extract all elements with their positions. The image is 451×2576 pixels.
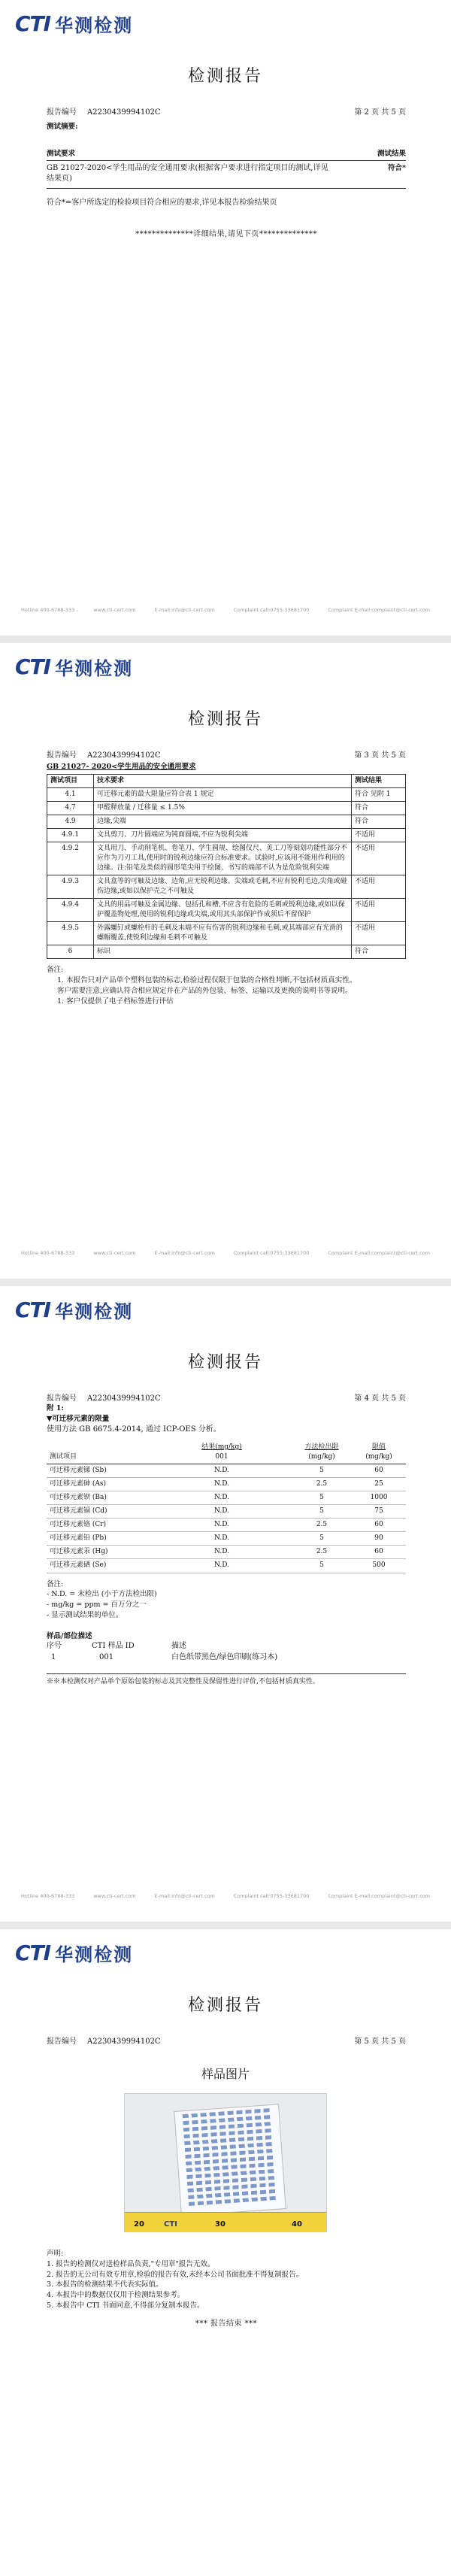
declaration-item: 2. 报告的无公司有效专用章,检验的报告有效,未经本公司书面批准不得复制报告。 bbox=[47, 2270, 304, 2279]
logo-cn: 华测检测 bbox=[55, 1943, 134, 1965]
sample-header-row bbox=[47, 1641, 406, 1652]
footer-web: www.cti-cert.com bbox=[93, 1893, 136, 1899]
logo-brand: CTI bbox=[15, 11, 51, 36]
ruler-logo: CTI bbox=[164, 2220, 177, 2229]
page-footer bbox=[21, 1893, 430, 1899]
results-row bbox=[47, 842, 406, 875]
element-cell-mdl: 5 bbox=[292, 1464, 352, 1478]
report-no-label: 报告编号 bbox=[47, 2037, 77, 2046]
results-row bbox=[47, 945, 406, 959]
report-no: A2230439994102C bbox=[87, 108, 161, 117]
element-row bbox=[47, 1505, 406, 1519]
report-end: *** 报告结束 *** bbox=[195, 2319, 258, 2328]
footer-hotline: Hotline 400-6788-333 bbox=[21, 607, 75, 613]
footer-email: E-mail:info@cti-cert.com bbox=[154, 607, 215, 613]
page-title: 检测报告 bbox=[187, 710, 263, 729]
results-cell-req: 文具的用品可触及金属边缘、包括孔和槽,不应含有危险的毛刺或锐利边缘,或如以保护覆盖物处理,使用的锐利边缘或尖端,或用其头部保护作成须后不留保护 bbox=[94, 899, 352, 922]
element-cell-mdl: 2.5 bbox=[292, 1519, 352, 1532]
element-cell-result: N.D. bbox=[152, 1478, 292, 1491]
element-row bbox=[47, 1519, 406, 1532]
element-cell-item: 可迁移元素硒 (Se) bbox=[47, 1559, 152, 1573]
note-item: - 显示测试结果的单位。 bbox=[47, 1610, 123, 1619]
footer-complaint-call: Complaint call:0755-33681700 bbox=[233, 1250, 310, 1256]
element-cell-mdl: 2.5 bbox=[292, 1478, 352, 1491]
results-cell-no: 4.9.2 bbox=[47, 842, 94, 875]
summary-header bbox=[47, 149, 406, 161]
element-cell-item: 可迁移元素汞 (Hg) bbox=[47, 1546, 152, 1559]
element-cell-limit: 1000 bbox=[352, 1491, 406, 1505]
notes-label: 备注: bbox=[47, 966, 64, 975]
footer-web: www.cti-cert.com bbox=[93, 1250, 136, 1256]
report-page-2 bbox=[0, 0, 451, 636]
element-cell-limit: 500 bbox=[352, 1559, 406, 1573]
footer-email: E-mail:info@cti-cert.com bbox=[154, 1893, 215, 1899]
element-row bbox=[47, 1464, 406, 1478]
note-item: 1. 本报告只对产品单个塑料包装的标志,检验过程仅限于包装的合格性判断,不包括材质真实性。 bbox=[57, 976, 357, 985]
logo-brand: CTI bbox=[15, 1297, 51, 1322]
page-footer bbox=[21, 607, 430, 613]
sample-photo bbox=[124, 2093, 327, 2232]
note-item: 客户需要注意,应确认符合相应规定并在产品的外包装、标签、运输以及更换的说明书等说明。 bbox=[57, 987, 353, 995]
cti-logo bbox=[15, 11, 133, 36]
element-cell-mdl: 5 bbox=[292, 1491, 352, 1505]
col-limit-label: 限值 bbox=[371, 1443, 386, 1452]
element-row bbox=[47, 1559, 406, 1573]
photo-title: 样品图片 bbox=[201, 2067, 250, 2081]
footer-complaint-email: Complaint E-mail:complaint@cti-cert.com bbox=[328, 1250, 430, 1256]
element-cell-result: N.D. bbox=[152, 1505, 292, 1519]
results-cell-res: 符合 bbox=[352, 801, 406, 815]
results-cell-no: 6 bbox=[47, 945, 94, 959]
element-cell-limit: 60 bbox=[352, 1519, 406, 1532]
declaration-label: 声明: bbox=[47, 2250, 64, 2258]
sample-no: 1 bbox=[51, 1652, 56, 1661]
logo-cn: 华测检测 bbox=[55, 657, 134, 679]
cti-logo bbox=[15, 654, 133, 679]
page-number: 第 3 页 共 5 页 bbox=[354, 751, 406, 760]
element-cell-limit: 60 bbox=[352, 1464, 406, 1478]
results-cell-req: 外露螺钉或螺栓杆的毛刺及末端不应有伤害的锐利边缘和毛刺,或其端部应有光滑的螺帽覆盖,使锐利边缘和毛刺不可触及 bbox=[94, 922, 352, 945]
footer-email: E-mail:info@cti-cert.com bbox=[154, 1250, 215, 1256]
result-header: 测试结果 bbox=[377, 149, 406, 158]
results-section bbox=[47, 760, 406, 1007]
results-cell-no: 4.9.1 bbox=[47, 828, 94, 842]
scale-ruler bbox=[125, 2212, 326, 2232]
results-cell-res: 不适用 bbox=[352, 842, 406, 875]
logo-cn: 华测检测 bbox=[55, 1300, 134, 1322]
report-meta bbox=[47, 105, 406, 117]
footer-web: www.cti-cert.com bbox=[93, 607, 136, 613]
element-cell-limit: 25 bbox=[352, 1478, 406, 1491]
element-cell-result: N.D. bbox=[152, 1559, 292, 1573]
results-cell-req: 甲醛释放量 / 迁移量 ≤ 1.5% bbox=[94, 801, 352, 815]
element-cell-limit: 90 bbox=[352, 1532, 406, 1546]
report-meta bbox=[47, 2034, 406, 2046]
declaration-item: 3. 本报告的检测结果不代表实际值。 bbox=[47, 2280, 163, 2289]
appendix-notes bbox=[47, 1579, 406, 1621]
sample-id: 001 bbox=[99, 1652, 114, 1661]
note-item: 1. 客户仅提供了电子档标签进行评估 bbox=[57, 997, 174, 1006]
results-row bbox=[47, 828, 406, 842]
footer-hotline: Hotline 400-6788-333 bbox=[21, 1893, 75, 1899]
report-no: A2230439994102C bbox=[87, 751, 161, 760]
see-next-page: **************详细结果,请见下页************** bbox=[135, 230, 317, 239]
results-row bbox=[47, 801, 406, 815]
results-cell-no: 4.9.5 bbox=[47, 922, 94, 945]
results-row bbox=[47, 899, 406, 922]
cti-logo bbox=[15, 1940, 133, 1965]
col-result-sample: 001 bbox=[215, 1453, 229, 1461]
results-cell-no: 4.9 bbox=[47, 815, 94, 828]
sample-col-desc: 描述 bbox=[171, 1642, 186, 1651]
declaration-item: 1. 报告的检测仅对送检样品负责,"专用章"报告无效。 bbox=[47, 2259, 215, 2268]
col-limit-unit: (mg/kg) bbox=[365, 1453, 392, 1461]
element-cell-mdl: 5 bbox=[292, 1532, 352, 1546]
col-item: 测试项目 bbox=[47, 774, 94, 787]
declaration-section bbox=[47, 2249, 406, 2329]
results-cell-res: 符合 bbox=[352, 815, 406, 828]
element-cell-mdl: 5 bbox=[292, 1505, 352, 1519]
results-notes bbox=[47, 965, 406, 1006]
disclaimer: ※※本检测仅对产品单个原始包装的标志及其完整性及保留性进行评价,不包括材质真实性。 bbox=[47, 1678, 319, 1686]
results-cell-res: 不适用 bbox=[352, 899, 406, 922]
footer-complaint-email: Complaint E-mail:complaint@cti-cert.com bbox=[328, 607, 430, 613]
appendix-heading: ▼可迁移元素的限量 bbox=[47, 1414, 110, 1423]
page-title: 检测报告 bbox=[187, 67, 263, 86]
page-number: 第 5 页 共 5 页 bbox=[354, 2037, 406, 2046]
section-heading: 测试摘要: bbox=[47, 123, 78, 131]
element-cell-result: N.D. bbox=[152, 1491, 292, 1505]
results-cell-res: 符合 见附 1 bbox=[352, 787, 406, 801]
element-cell-item: 可迁移元素钡 (Ba) bbox=[47, 1491, 152, 1505]
declaration-item: 4. 本报告中的数据仅仅用于检测结果参考。 bbox=[47, 2291, 185, 2300]
notes-label: 备注: bbox=[47, 1579, 64, 1588]
report-no: A2230439994102C bbox=[87, 2037, 161, 2046]
col-item: 测试项目 bbox=[47, 1441, 152, 1464]
report-no-label: 报告编号 bbox=[47, 1394, 77, 1403]
results-cell-req: 边缘,尖端 bbox=[94, 815, 352, 828]
element-cell-limit: 60 bbox=[352, 1546, 406, 1559]
element-cell-item: 可迁移元素砷 (As) bbox=[47, 1478, 152, 1491]
results-cell-req: 可迁移元素的最大限量应符合表 1 规定 bbox=[94, 787, 352, 801]
results-cell-no: 4.7 bbox=[47, 801, 94, 815]
report-meta bbox=[47, 748, 406, 760]
ruler-mark: 20 bbox=[134, 2220, 144, 2229]
element-cell-item: 可迁移元素镉 (Cd) bbox=[47, 1505, 152, 1519]
summary-section bbox=[47, 117, 406, 241]
results-row bbox=[47, 922, 406, 945]
logo-brand: CTI bbox=[15, 654, 51, 679]
results-cell-req: 文具用刀、手动削笔机、卷笔刀、学生圆规、绘图仪尺、美工刀等刻划功能性部分不应作为刀刃工具,使用时的锐利边缘应符合标准要求。试验时,应该用不能用作利用的边缘。注:铅笔及类似的圆形笔尖用于绘图、书写的端部不认为是危险锐利尖端 bbox=[94, 842, 352, 875]
element-cell-result: N.D. bbox=[152, 1532, 292, 1546]
element-cell-result: N.D. bbox=[152, 1464, 292, 1478]
col-result: 测试结果 bbox=[352, 774, 406, 787]
report-no: A2230439994102C bbox=[87, 1394, 161, 1403]
element-row bbox=[47, 1532, 406, 1546]
report-page-3 bbox=[0, 643, 451, 1279]
page-footer bbox=[21, 1250, 430, 1256]
sample-col-no: 序号 bbox=[47, 1642, 62, 1651]
element-cell-item: 可迁移元素锑 (Sb) bbox=[47, 1464, 152, 1478]
col-mdl-unit: (mg/kg) bbox=[308, 1453, 335, 1461]
element-row bbox=[47, 1491, 406, 1505]
ruler-mark: 40 bbox=[292, 2220, 302, 2229]
results-cell-res: 不适用 bbox=[352, 875, 406, 899]
col-result bbox=[152, 1441, 292, 1464]
results-row bbox=[47, 875, 406, 899]
element-cell-item: 可迁移元素铬 (Cr) bbox=[47, 1519, 152, 1532]
standard-heading: GB 21027- 2020<学生用品的安全通用要求 bbox=[47, 763, 196, 771]
req-text: GB 21027-2020<学生用品的安全通用要求(根据客户要求进行指定项目的测试,详见结果页) bbox=[47, 163, 328, 184]
results-row bbox=[47, 815, 406, 828]
logo-cn: 华测检测 bbox=[55, 14, 134, 36]
col-requirement: 技术要求 bbox=[94, 774, 352, 787]
summary-note: 符合*=客户所选定的检验项目符合相应的要求,详见本报告检验结果页 bbox=[47, 198, 277, 207]
report-no-label: 报告编号 bbox=[47, 751, 77, 760]
col-result-label: 结果(mg/kg) bbox=[201, 1443, 242, 1452]
element-cell-limit: 75 bbox=[352, 1505, 406, 1519]
element-cell-result: N.D. bbox=[152, 1546, 292, 1559]
page-number: 第 2 页 共 5 页 bbox=[354, 108, 406, 117]
col-mdl bbox=[292, 1441, 352, 1464]
logo-brand: CTI bbox=[15, 1940, 51, 1965]
declaration-item: 5. 本报告中 CTI 书面同意,不得部分复制本报告。 bbox=[47, 2301, 204, 2310]
element-cell-result: N.D. bbox=[152, 1519, 292, 1532]
footer-complaint-call: Complaint call:0755-33681700 bbox=[233, 1893, 310, 1899]
note-item: - mg/kg = ppm = 百万分之一 bbox=[47, 1601, 147, 1610]
sample-heading: 样品/部位描述 bbox=[47, 1631, 92, 1640]
page-title: 检测报告 bbox=[187, 1353, 263, 1372]
result-text: 符合* bbox=[388, 163, 406, 172]
report-page-5 bbox=[0, 1929, 451, 2576]
results-cell-res: 符合 bbox=[352, 945, 406, 959]
sample-row bbox=[47, 1652, 406, 1664]
results-cell-res: 不适用 bbox=[352, 828, 406, 842]
appendix-label: 附 1: bbox=[47, 1404, 64, 1412]
req-header: 测试要求 bbox=[47, 149, 76, 158]
element-row bbox=[47, 1478, 406, 1491]
report-page-4 bbox=[0, 1286, 451, 1922]
results-row bbox=[47, 787, 406, 801]
element-cell-item: 可迁移元素铅 (Pb) bbox=[47, 1532, 152, 1546]
element-cell-mdl: 2.5 bbox=[292, 1546, 352, 1559]
note-item: - N.D. = 未检出 (小于方法检出限) bbox=[47, 1590, 157, 1599]
page-title: 检测报告 bbox=[187, 1996, 263, 2015]
col-mdl-label: 方法检出限 bbox=[304, 1443, 339, 1452]
appendix-section bbox=[47, 1403, 406, 1687]
col-limit bbox=[352, 1441, 406, 1464]
results-cell-no: 4.9.4 bbox=[47, 899, 94, 922]
results-cell-no: 4.1 bbox=[47, 787, 94, 801]
footer-hotline: Hotline 400-6788-333 bbox=[21, 1250, 75, 1256]
results-cell-no: 4.9.3 bbox=[47, 875, 94, 899]
report-no-label: 报告编号 bbox=[47, 108, 77, 117]
footer-complaint-call: Complaint call:0755-33681700 bbox=[233, 607, 310, 613]
ruler-mark: 30 bbox=[215, 2220, 226, 2229]
footer-complaint-email: Complaint E-mail:complaint@cti-cert.com bbox=[328, 1893, 430, 1899]
results-cell-req: 文具剪刀、刀片圆端应为钝面圆端,不应为锐利尖端 bbox=[94, 828, 352, 842]
element-cell-mdl: 5 bbox=[292, 1559, 352, 1573]
results-table bbox=[47, 774, 406, 960]
report-meta bbox=[47, 1391, 406, 1403]
sample-notebook-image bbox=[174, 2104, 286, 2216]
results-cell-res: 不适用 bbox=[352, 922, 406, 945]
elements-table bbox=[47, 1441, 406, 1573]
test-method: 使用方法 GB 6675.4-2014, 通过 ICP-OES 分析。 bbox=[47, 1425, 221, 1434]
sample-col-id: CTI 样品 ID bbox=[92, 1642, 135, 1651]
cti-logo bbox=[15, 1297, 133, 1322]
sample-desc: 白色纸带黑色/绿色印刷(练习本) bbox=[171, 1652, 278, 1661]
results-cell-req: 标识 bbox=[94, 945, 352, 959]
element-row bbox=[47, 1546, 406, 1559]
results-cell-req: 文具盒等的可触及边缘、边角,应无锐利边缘、尖端或毛刺,不应有锐利毛边,尖角或碰伤边缘,或如以保护壳之不可触及 bbox=[94, 875, 352, 899]
page-number: 第 4 页 共 5 页 bbox=[354, 1394, 406, 1403]
summary-row bbox=[47, 163, 406, 189]
